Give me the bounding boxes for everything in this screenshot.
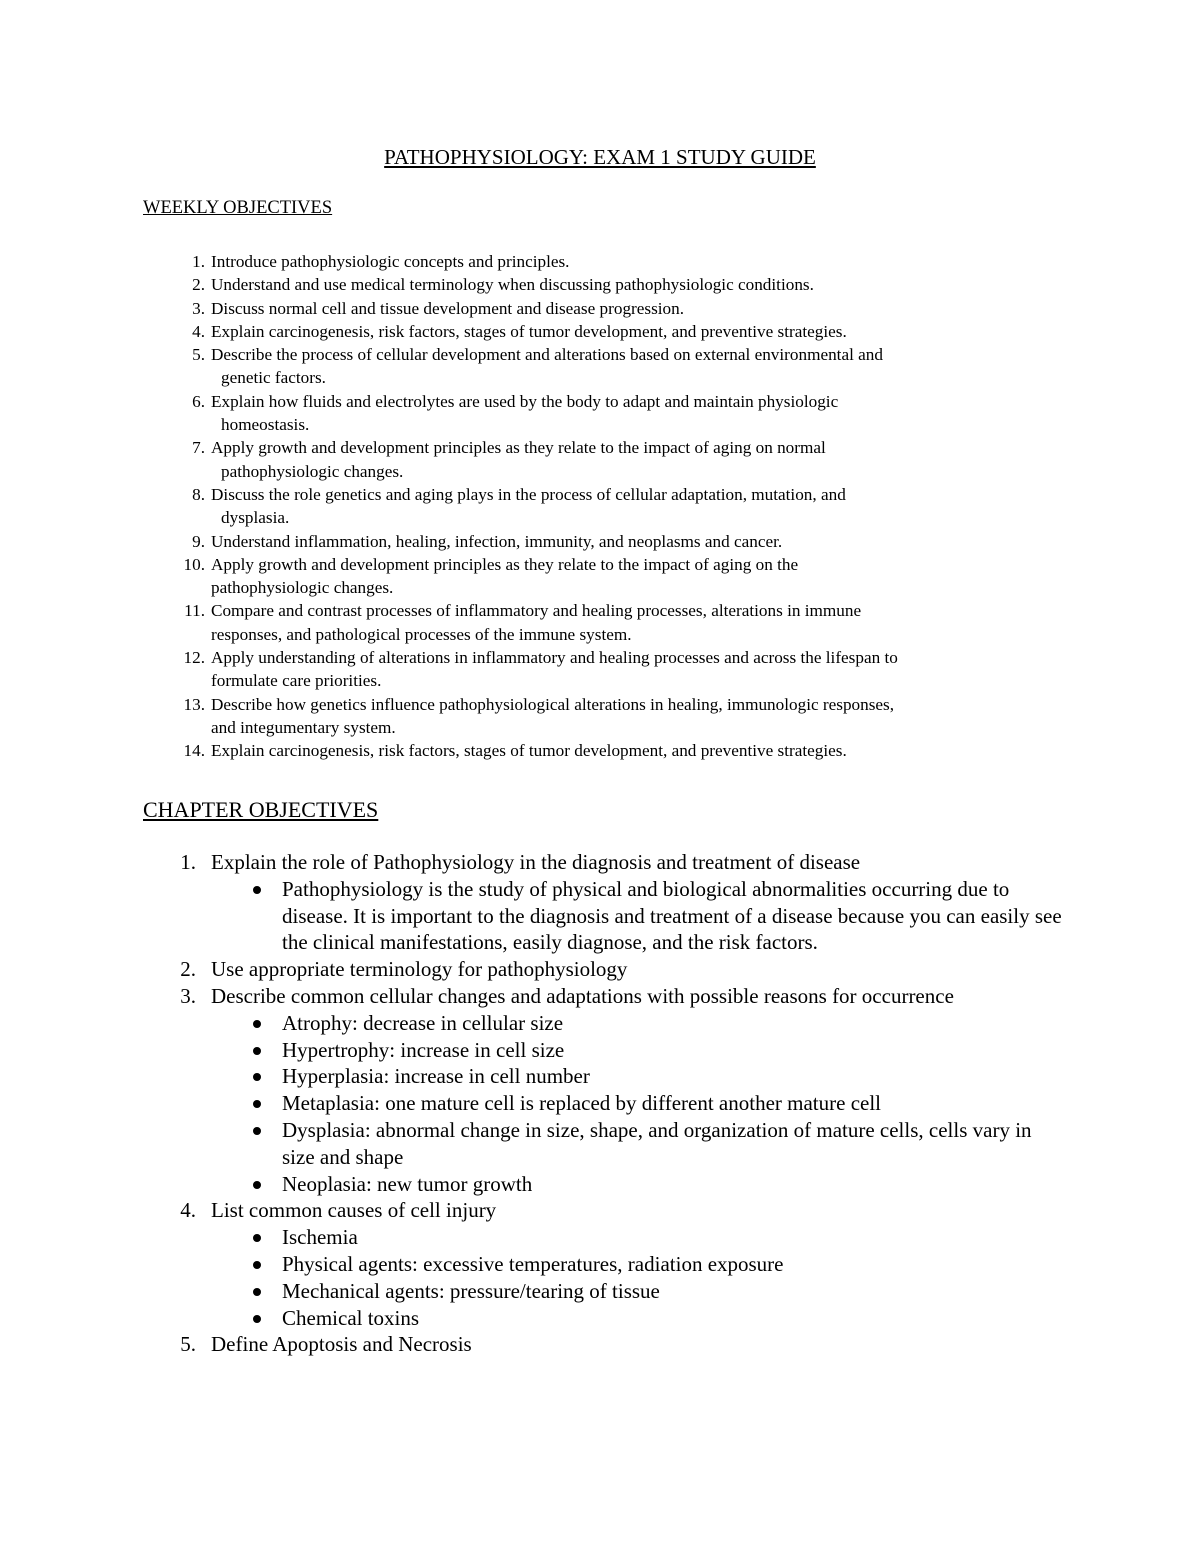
bullet-item: [211, 1278, 1063, 1305]
objective-line: Explain how fluids and electrolytes are used by the body to adapt and maintain physiologic: [211, 391, 839, 411]
chapter-objectives-heading: CHAPTER OBJECTIVES: [143, 797, 379, 822]
bullet-text: Ischemia: [282, 1225, 358, 1250]
weekly-objective-item: [143, 297, 1063, 320]
objective-line: Introduce pathophysiologic concepts and principles.: [211, 252, 570, 271]
objective-line: Discuss normal cell and tissue development and disease progression.: [211, 298, 685, 318]
objective-text: Use appropriate terminology for pathophysiology: [211, 957, 628, 982]
list-number: 12.: [183, 648, 205, 668]
objective-line: Explain carcinogenesis, risk factors, stages of tumor development, and preventive strategies.: [211, 741, 847, 761]
weekly-objective-item: [143, 343, 1063, 390]
list-number: 9.: [192, 531, 205, 551]
objective-line: Understand and use medical terminology when discussing pathophysiologic conditions.: [211, 275, 814, 295]
bullet-item: [211, 1305, 1063, 1332]
chapter-objectives-list: [143, 849, 1063, 1358]
list-number: 5.: [180, 1332, 196, 1357]
bullet-icon: [253, 1047, 261, 1055]
list-number: 6.: [192, 391, 205, 411]
chapter-objective-item: [143, 983, 1063, 1197]
bullet-icon: [253, 1181, 261, 1189]
objective-text: [211, 601, 1063, 646]
list-number: 5.: [192, 345, 205, 365]
list-number: 4.: [180, 1198, 196, 1223]
bullet-icon: [253, 1073, 261, 1081]
bullet-text: Neoplasia: new tumor growth: [282, 1171, 533, 1196]
objective-line: Explain carcinogenesis, risk factors, stages of tumor development, and preventive strategies.: [211, 321, 847, 341]
list-number: 7.: [192, 438, 205, 458]
weekly-objectives-heading: WEEKLY OBJECTIVES: [143, 198, 333, 218]
page-title: PATHOPHYSIOLOGY: EXAM 1 STUDY GUIDE: [384, 145, 816, 169]
objective-text: [211, 485, 1063, 530]
objective-text: [211, 648, 1063, 693]
bullet-text: Mechanical agents: pressure/tearing of tissue: [282, 1278, 660, 1303]
bullet-item: [211, 1224, 1063, 1251]
objective-continuation: pathophysiologic changes.: [211, 578, 394, 598]
weekly-objective-item: [143, 553, 1063, 600]
bullet-text: Physical agents: excessive temperatures, radiation exposure: [282, 1251, 784, 1276]
weekly-objective-item: [143, 390, 1063, 437]
weekly-objective-item: [143, 739, 1063, 762]
bullet-icon: [253, 1234, 261, 1242]
objective-text: [211, 252, 569, 271]
weekly-objective-item: [143, 436, 1063, 483]
bullet-item: [211, 1171, 1063, 1198]
bullet-item: [211, 1117, 1063, 1171]
weekly-objective-item: [143, 530, 1063, 553]
list-number: 8.: [192, 484, 205, 504]
list-number: 11.: [184, 601, 205, 621]
list-number: 2.: [180, 957, 196, 982]
bullet-item: [211, 1037, 1063, 1064]
objective-continuation: responses, and pathological processes of the immune system.: [211, 624, 632, 644]
weekly-objectives-list: [143, 250, 1063, 763]
objective-text: [211, 345, 1063, 390]
bullet-item: [211, 1090, 1063, 1117]
objective-line: Apply growth and development principles as they relate to the impact of aging on the: [211, 554, 799, 574]
weekly-objective-item: [143, 320, 1063, 343]
bullet-icon: [253, 1020, 261, 1028]
chapter-objective-item: [143, 1197, 1063, 1331]
objective-text: [211, 392, 1063, 437]
objective-text: Define Apoptosis and Necrosis: [211, 1332, 472, 1357]
bullet-item: [211, 1251, 1063, 1278]
objective-text: [211, 438, 1063, 483]
objective-text: [211, 299, 684, 318]
list-number: 10.: [183, 554, 205, 574]
objective-text: [211, 555, 1063, 600]
chapter-objective-item: [143, 849, 1063, 956]
bullet-text: Atrophy: decrease in cellular size: [282, 1010, 564, 1035]
bullet-text: Chemical toxins: [282, 1305, 420, 1330]
bullet-text: Hyperplasia: increase in cell number: [282, 1064, 590, 1089]
bullet-item: [211, 1010, 1063, 1037]
bullet-list: [211, 876, 1063, 956]
weekly-objective-item: [143, 599, 1063, 646]
objective-text: [211, 695, 1063, 740]
objective-line: Apply growth and development principles as they relate to the impact of aging on normal: [211, 438, 826, 458]
objective-text: Describe common cellular changes and adaptations with possible reasons for occurrence: [211, 983, 954, 1008]
chapter-objective-item: [143, 956, 1063, 983]
bullet-icon: [253, 1261, 261, 1269]
chapter-objective-item: [143, 1331, 1063, 1358]
weekly-objective-item: [143, 646, 1063, 693]
list-number: 2.: [192, 275, 205, 295]
objective-text: List common causes of cell injury: [211, 1198, 497, 1223]
objective-line: Apply understanding of alterations in inflammatory and healing processes and across the lifespan to: [211, 648, 898, 668]
objective-line: Describe the process of cellular development and alterations based on external environmental and: [211, 345, 883, 365]
objective-continuation: pathophysiologic changes.: [221, 461, 404, 481]
list-number: 1.: [180, 850, 196, 874]
list-number: 13.: [183, 694, 205, 714]
bullet-item: [211, 1063, 1063, 1090]
bullet-list: [211, 1224, 1063, 1331]
weekly-objective-item: [143, 273, 1063, 296]
objective-continuation: formulate care priorities.: [211, 671, 382, 691]
objective-text: [211, 532, 782, 551]
objective-line: Discuss the role genetics and aging plays in the process of cellular adaptation, mutation, and: [211, 484, 846, 504]
list-number: 3.: [180, 983, 196, 1008]
weekly-objective-item: [143, 483, 1063, 530]
objective-continuation: dysplasia.: [221, 508, 290, 528]
bullet-text: Hypertrophy: increase in cell size: [282, 1037, 565, 1062]
objective-continuation: genetic factors.: [221, 368, 326, 388]
objective-line: Compare and contrast processes of inflammatory and healing processes, alterations in immune: [211, 601, 862, 621]
list-number: 1.: [192, 252, 205, 271]
objective-text: [211, 322, 847, 341]
bullet-icon: [253, 886, 261, 894]
objective-continuation: homeostasis.: [221, 415, 310, 435]
list-number: 4.: [192, 321, 205, 341]
bullet-text: Pathophysiology is the study of physical and biological abnormalities occurring due to disease. It is important to the diagnosis and treatment of a disease because you can easily see the clinical manifestations, easily diagnose, and the risk factors.: [282, 876, 1062, 955]
objective-continuation: and integumentary system.: [211, 717, 396, 737]
objective-line: Describe how genetics influence pathophysiological alterations in healing, immunologic responses,: [211, 694, 895, 714]
list-number: 3.: [192, 298, 205, 318]
bullet-text: Dysplasia: abnormal change in size, shape, and organization of mature cells, cells vary in size and shape: [282, 1117, 1032, 1169]
weekly-objective-item: [143, 250, 1063, 273]
bullet-icon: [253, 1127, 261, 1135]
bullet-icon: [253, 1100, 261, 1108]
objective-line: Understand inflammation, healing, infection, immunity, and neoplasms and cancer.: [211, 531, 783, 551]
objective-text: Explain the role of Pathophysiology in the diagnosis and treatment of disease: [211, 850, 861, 874]
bullet-icon: [253, 1288, 261, 1296]
weekly-objective-item: [143, 693, 1063, 740]
list-number: 14.: [183, 741, 205, 761]
bullet-list: [211, 1010, 1063, 1198]
bullet-text: Metaplasia: one mature cell is replaced by different another mature cell: [282, 1091, 882, 1116]
bullet-icon: [253, 1315, 261, 1323]
bullet-item: [211, 876, 1063, 956]
objective-text: [211, 275, 814, 294]
objective-text: [211, 741, 847, 760]
